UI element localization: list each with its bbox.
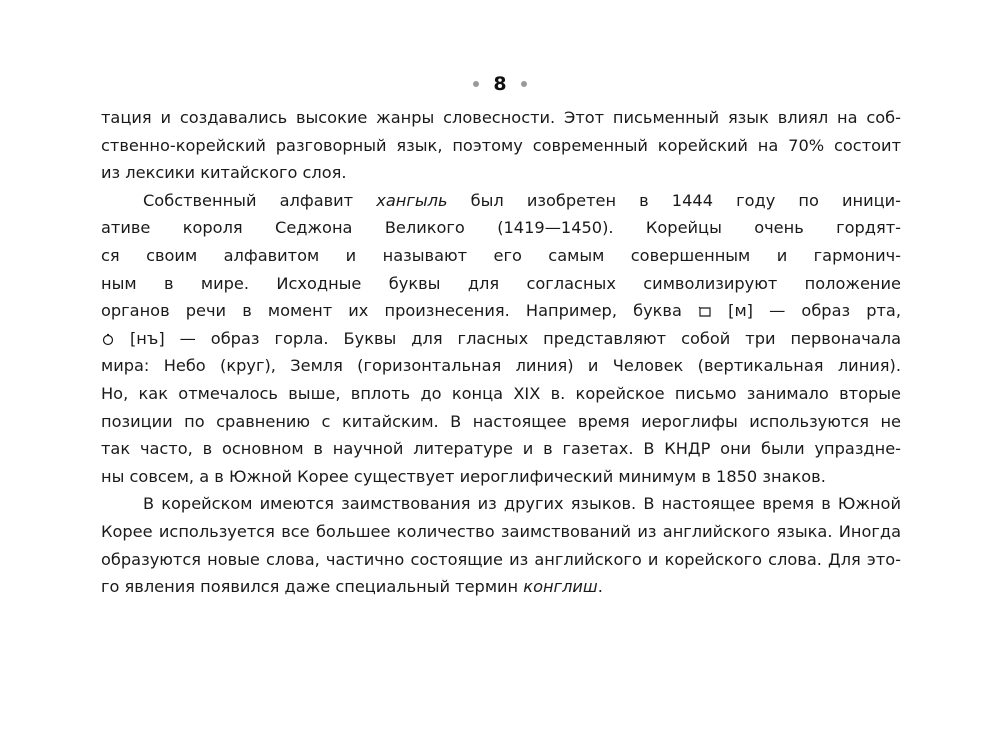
term-konglish: конглиш <box>523 577 598 597</box>
text-line: образуются новые слова, частично состоящие из английского и корейского слова. Для это- <box>101 549 901 569</box>
text-line: ственно-корейский разговорный язык, поэтому современный корейский на 70% состоит <box>101 135 901 155</box>
text-fragment: . <box>597 577 603 597</box>
decorative-dot-left <box>473 81 479 87</box>
text-line: ным в мире. Исходные буквы для согласных символизируют положение <box>101 273 901 293</box>
text-line: мира: Небо (круг), Земля (горизонтальная линия) и Человек (вертикальная линия). <box>101 356 901 376</box>
text-line: Корее используется все большее количество заимствований из английского языка. Иногда <box>101 521 901 541</box>
text-line: В корейском имеются заимствования из других языков. В настоящее время в Южной <box>143 494 901 514</box>
text-line <box>101 187 901 215</box>
page-header <box>0 71 1000 97</box>
text-line: позиции по сравнению с китайским. В настоящее время иероглифы используются не <box>101 411 901 431</box>
page-number: 8 <box>493 73 507 95</box>
text-line: ся своим алфавитом и называют его самым совершенным и гармонич- <box>101 245 901 265</box>
decorative-dot-right <box>521 81 527 87</box>
paragraph-3 <box>101 490 901 600</box>
text-line: из лексики китайского слоя. <box>101 163 347 183</box>
text-line: Но, как отмечалось выше, вплоть до конца XIX в. корейское письмо занимало вторые <box>101 383 901 403</box>
text-line <box>101 297 901 325</box>
text-fragment: го явления появился даже специальный термин <box>101 577 524 597</box>
body-text <box>101 104 901 601</box>
text-fragment: [м] — образ рта, <box>712 301 901 321</box>
text-fragment: был изобретен в 1444 году по иници- <box>447 190 902 210</box>
text-fragment: органов речи в момент их произнесения. Например, буква <box>101 301 699 321</box>
hangul-ieung-icon <box>101 332 115 346</box>
text-line <box>101 573 901 601</box>
text-line: так часто, в основном в научной литературе и в газетах. В КНДР они были упраздне- <box>101 439 901 459</box>
paragraph-1 <box>101 104 901 187</box>
text-fragment: Собственный алфавит <box>143 190 377 210</box>
text-line <box>101 325 901 353</box>
text-line: ны совсем, а в Южной Корее существует иероглифический минимум в 1850 знаков. <box>101 466 826 486</box>
text-fragment: [нъ] — образ горла. Буквы для гласных представляют собой три первоначала <box>115 328 901 348</box>
term-hangul: хангыль <box>376 190 448 210</box>
text-line: тация и создавались высокие жанры словесности. Этот письменный язык влиял на соб- <box>101 108 901 127</box>
paragraph-2 <box>101 187 901 491</box>
hangul-mieum-icon <box>698 306 712 318</box>
text-line: ативе короля Седжона Великого (1419—1450). Корейцы очень гордят- <box>101 218 901 238</box>
